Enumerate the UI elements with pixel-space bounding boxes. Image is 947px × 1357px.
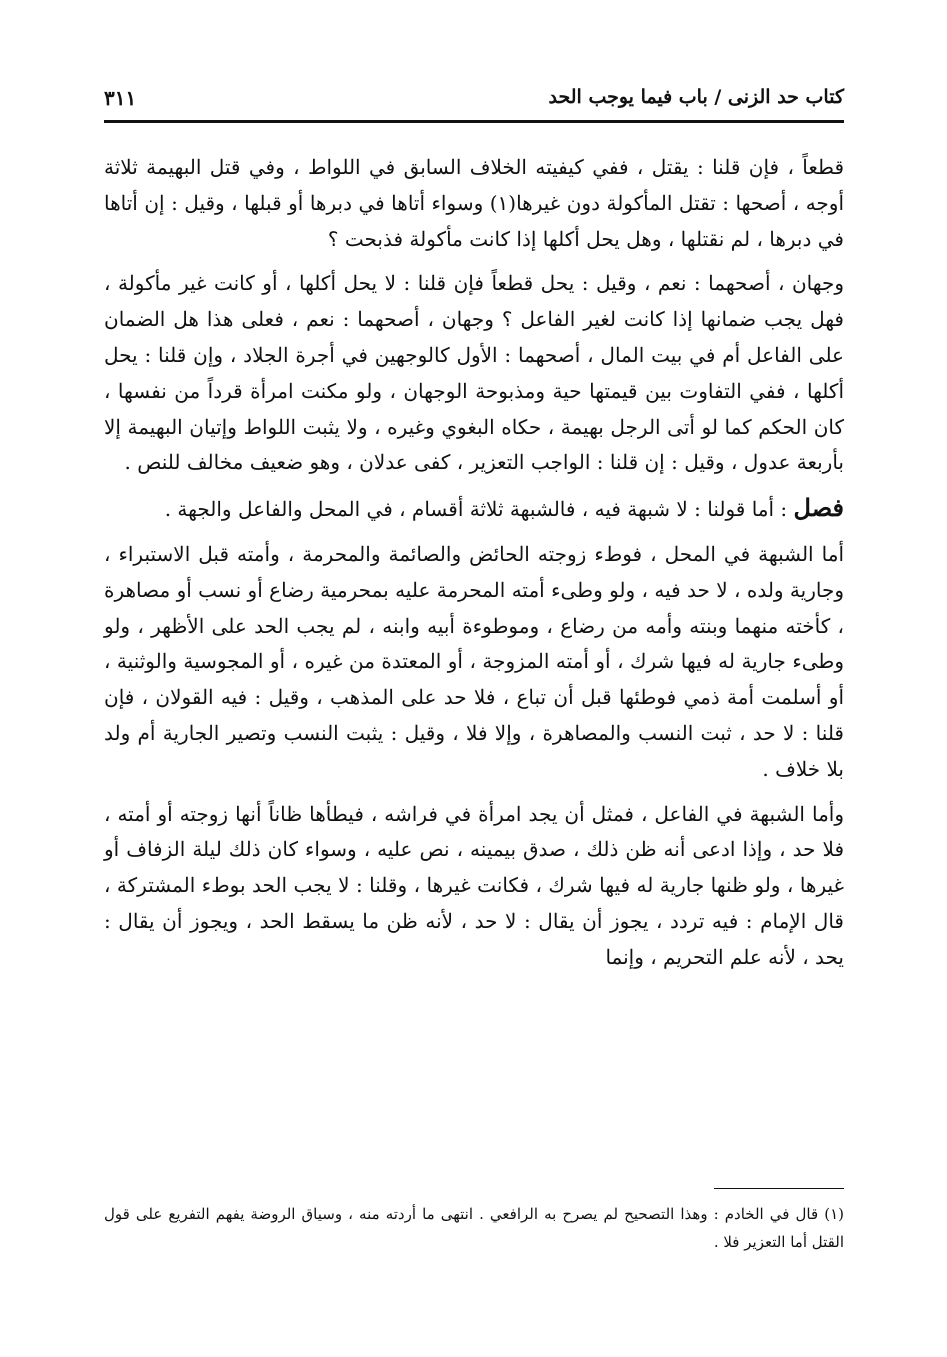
header-rule xyxy=(104,120,844,123)
paragraph-gap xyxy=(104,788,844,797)
section-heading: فصل xyxy=(793,493,844,523)
paragraph-5: وأما الشبهة في الفاعل ، فمثل أن يجد امرأة في فراشه ، فيطأها ظاناً أنها زوجته أو أمته ، فلا حد ، وإذا ادعى أنه ظن ذلك ، صدق بيمينه ، نص عليه ، وسواء كان ذلك ليلة الزفاف أو غيرها ، ولو ظنها جارية له فيها شرك ، فكانت غيرها ، وقلنا : لا يجب الحد بوطء المشتركة ، قال الإمام : فيه تردد ، يجوز أن يقال : لا حد ، لأنه ظن ما يسقط الحد ، ويجوز أن يقال : يحد ، لأنه علم التحريم ، وإنما xyxy=(104,801,844,969)
footnote-rule xyxy=(714,1188,844,1189)
page-number: ٣١١ xyxy=(104,86,137,110)
paragraph-1: قطعاً ، فإن قلنا : يقتل ، ففي كيفيته الخلاف السابق في اللواط ، وفي قتل البهيمة ثلاثة أوجه ، أصحها : تقتل المأكولة دون غيرها(١) وسواء أتاها في دبرها أو قبلها ، وقيل : إن أتاها في دبرها ، لم نقتلها ، وهل يحل أكلها إذا كانت مأكولة فذبحت ؟ xyxy=(104,155,844,251)
page-header xyxy=(104,76,844,116)
paragraph-gap xyxy=(104,257,844,266)
paragraph-2: وجهان ، أصحهما : نعم ، وقيل : يحل قطعاً فإن قلنا : لا يحل أكلها ، أو كانت غير مأكولة ، فهل يجب ضمانها إذا كانت لغير الفاعل ؟ وجهان ، أصحهما : نعم ، فعلى هذا هل الضمان على الفاعل أم في بيت المال ، أصحهما : الأول كالوجهين في أجرة الجلاد ، وإن قلنا : يحل أكلها ، ففي التفاوت بين قيمتها حية ومذبوحة الوجهان ، ولو مكنت امرأة قرداً من نفسها ، كان الحكم كما لو أتى الرجل بهيمة ، حكاه البغوي وغيره ، ولا يثبت اللواط وإتيان البهيمة إلا بأربعة عدول ، وقيل : إن قلنا : الواجب التعزير ، كفى عدلان ، وهو ضعيف مخالف للنص . xyxy=(104,271,844,475)
paragraph-gap xyxy=(104,481,844,490)
section-text: : أما قولنا : لا شبهة فيه ، فالشبهة ثلاثة أقسام ، في المحل والفاعل والجهة . xyxy=(164,497,794,522)
paragraph-gap xyxy=(104,528,844,537)
footnote: (١) قال في الخادم : وهذا التصحيح لم يصرح به الرافعي . انتهى ما أردته منه ، وسياق الروضة يفهم التفريع على قول القتل أما التعزير فلا . xyxy=(104,1205,844,1251)
paragraph-4: أما الشبهة في المحل ، فوطء زوجته الحائض والصائمة والمحرمة ، وأمته قبل الاستبراء ، وجارية ولده ، لا حد فيه ، ولو وطىء أمته المحرمة عليه بمحرمية رضاع أو نسب أو مصاهرة ، كأخته منهما وبنته وأمه من رضاع ، وموطوءة أبيه وابنه ، لم يجب الحد على الأظهر ، ولو وطىء جارية له فيها شرك ، أو أمته المزوجة ، أو المعتدة من غيره ، أو المجوسية والوثنية ، أو أسلمت أمة ذمي فوطئها قبل أن تباع ، فلا حد على المذهب ، وقيل : فيه القولان ، فإن قلنا : لا حد ، ثبت النسب والمصاهرة ، وإلا فلا ، وقيل : يثبت النسب وتصير الجارية أم ولد بلا خلاف . xyxy=(104,541,845,781)
section-paragraph xyxy=(104,490,844,528)
running-title: كتاب حد الزنى / باب فيما يوجب الحد xyxy=(548,86,844,108)
main-text xyxy=(104,150,844,976)
